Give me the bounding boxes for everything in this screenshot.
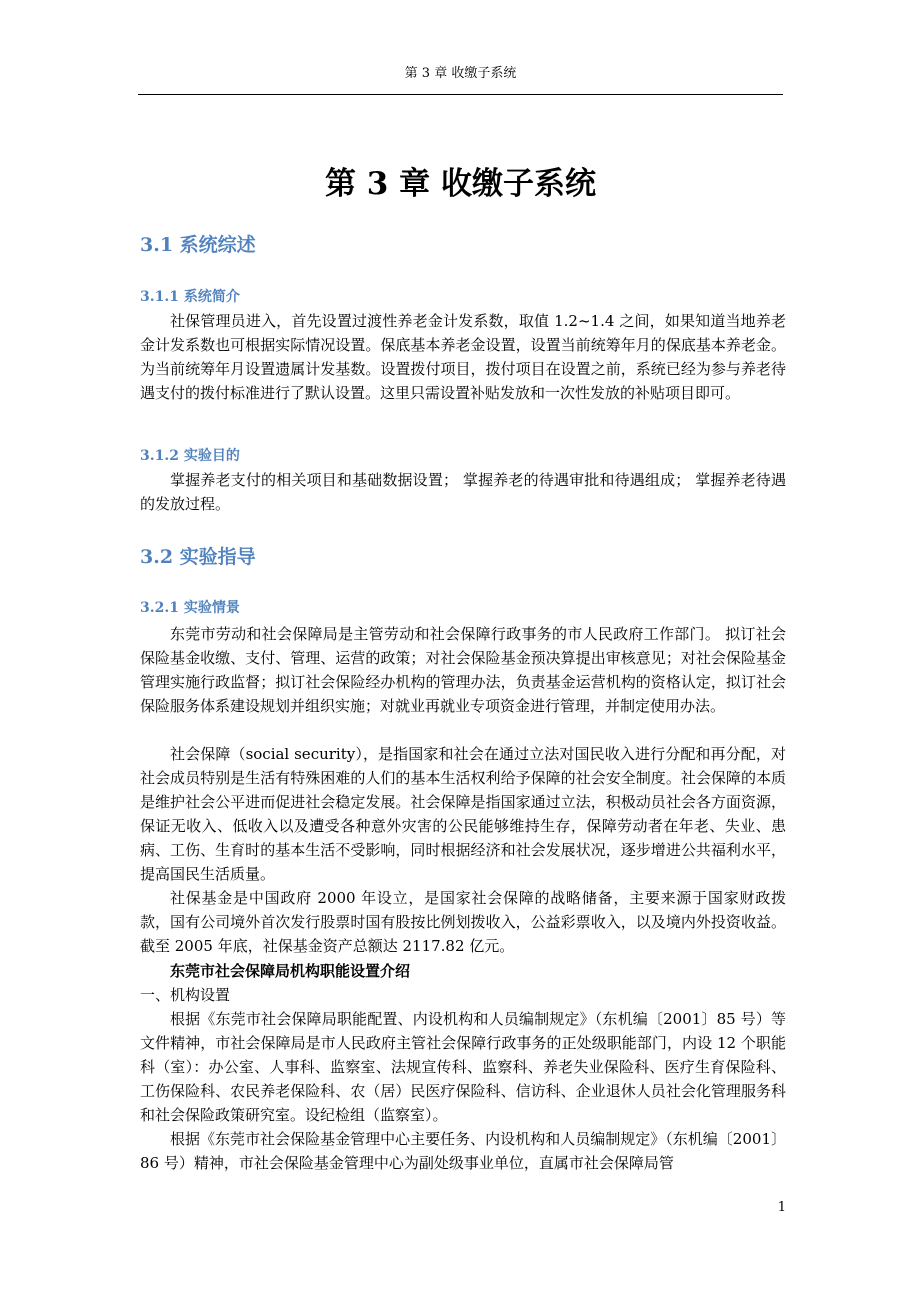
paragraph-social-security-fund: 社保基金是中国政府 2000 年设立，是国家社会保障的战略储备，主要来源于国家财政拨款，国有公司境外首次发行股票时国有股按比例划拨收入，公益彩票收入，以及境内外投资收益。截至 2005 年底，社保基金资产总额达 2117.82 亿元。 — [140, 889, 786, 956]
subsection-heading-3-1-1: 3.1.1 系统简介 — [140, 289, 240, 305]
paragraph-institution-setup: 根据《东莞市社会保障局职能配置、内设机构和人员编制规定》（东机编〔2001〕85 号）等文件精神，市社会保障局是市人民政府主管社会保障行政事务的正处级职能部门，内设 12 个职能科（室）：办公室、人事科、监察室、法规宣传科、监察科、养老失业保险科、医疗生育保险科、工伤保险科、农民养老保险科、农（居）民医疗保险科、信访科、企业退休人员社会化管理服务科和社会保险政策研究室。设纪检组（监察室）。 — [140, 1010, 786, 1125]
section-heading-3-1: 3.1 系统综述 — [140, 234, 256, 256]
section-heading-3-2: 3.2 实验指导 — [140, 546, 256, 568]
paragraph-bureau-duties: 东莞市劳动和社会保障局是主管劳动和社会保障行政事务的市人民政府工作部门。 拟订社会保险基金收缴、支付、管理、运营的政策；对社会保险基金预决算提出审核意见；对社会保险基金管理实施行政监督；拟订社会保险经办机构的管理办法，负责基金运营机构的资格认定，拟订社会保险服务体系建设规划并组织实施；对就业再就业专项资金进行管理，并制定使用办法。 — [140, 625, 786, 716]
header-rule — [138, 94, 783, 95]
page-number: 1 — [777, 1200, 786, 1215]
paragraph-experiment-purpose: 掌握养老支付的相关项目和基础数据设置； 掌握养老的待遇审批和待遇组成； 掌握养老待遇的发放过程。 — [140, 471, 786, 514]
subsection-heading-3-2-1: 3.2.1 实验情景 — [140, 600, 240, 616]
chapter-title: 第 3 章 收缴子系统 — [325, 166, 596, 202]
subsection-heading-3-1-2: 3.1.2 实验目的 — [140, 448, 240, 464]
list-item-institution-setup: 一、机构设置 — [140, 986, 231, 1004]
paragraph-fund-center: 根据《东莞市社会保险基金管理中心主要任务、内设机构和人员编制规定》（东机编〔2001〕86 号）精神，市社会保险基金管理中心为副处级事业单位，直属市社会保障局管 — [140, 1130, 786, 1173]
bold-section-title: 东莞市社会保障局机构职能设置介绍 — [170, 962, 411, 980]
paragraph-system-intro: 社保管理员进入，首先设置过渡性养老金计发系数，取值 1.2~1.4 之间，如果知道当地养老金计发系数也可根据实际情况设置。保底基本养老金设置，设置当前统筹年月的保底基本养老金。为当前统筹年月设置遗属计发基数。设置拨付项目，拨付项目在设置之前，系统已经为参与养老待遇支付的拨付标准进行了默认设置。这里只需设置补贴发放和一次性发放的补贴项目即可。 — [140, 312, 786, 403]
paragraph-social-security-definition: 社会保障（social security），是指国家和社会在通过立法对国民收入进行分配和再分配，对社会成员特别是生活有特殊困难的人们的基本生活权利给予保障的社会安全制度。社会保障的本质是维护社会公平进而促进社会稳定发展。社会保障是指国家通过立法，积极动员社会各方面资源，保证无收入、低收入以及遭受各种意外灾害的公民能够维持生存，保障劳动者在年老、失业、患病、工伤、生育时的基本生活不受影响，同时根据经济和社会发展状况，逐步增进公共福利水平，提高国民生活质量。 — [140, 745, 786, 884]
running-header: 第 3 章 收缴子系统 — [404, 66, 517, 81]
